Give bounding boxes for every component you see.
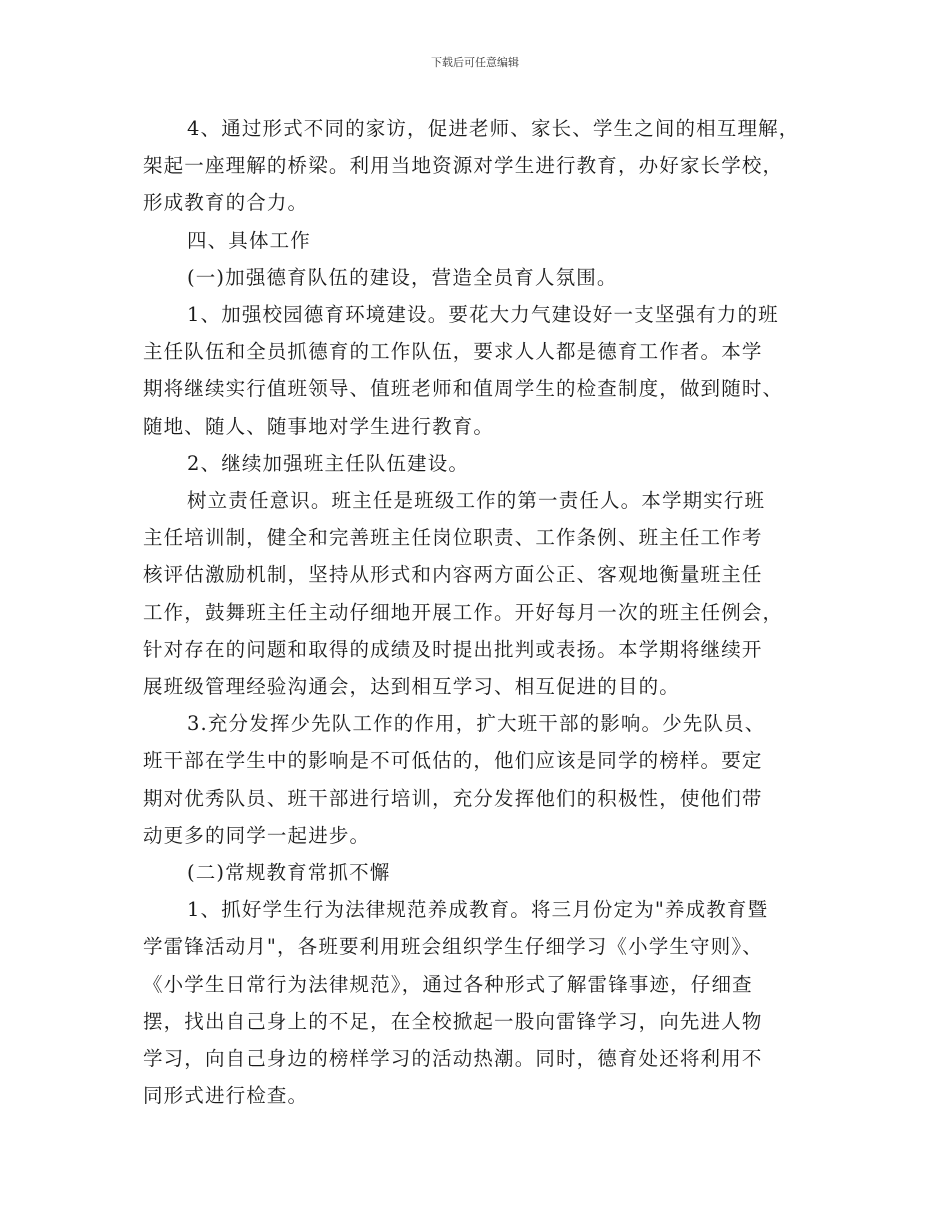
paragraph — [143, 222, 813, 259]
paragraph — [143, 259, 813, 296]
paragraph-line: 树立责任意识。班主任是班级工作的第一责任人。本学期实行班 — [187, 489, 766, 513]
paragraph-line: 期对优秀队员、班干部进行培训，充分发挥他们的积极性，使他们带 — [143, 786, 763, 810]
paragraph-line: 《小学生日常行为法律规范》，通过各种形式了解雷锋事迹，仔细查 — [143, 972, 753, 996]
paragraph-line: 动更多的同学一起进步。 — [143, 823, 371, 847]
paragraph-line: 主任培训制，健全和完善班主任岗位职责、工作条例、班主任工作考 — [143, 526, 763, 550]
paragraph-line: 主任队伍和全员抓德育的工作队伍，要求人人都是德育工作者。本学 — [143, 340, 763, 364]
paragraph — [143, 854, 813, 891]
paragraph-line: (二)常规教育常抓不懈 — [187, 861, 391, 885]
paragraph-line: 同形式进行检查。 — [143, 1084, 309, 1108]
paragraph-line: 学习，向自己身边的榜样学习的活动热潮。同时，德育处还将利用不 — [143, 1047, 763, 1071]
paragraph-line: 针对存在的问题和取得的成绩及时提出批判或表扬。本学期将继续开 — [143, 637, 763, 661]
paragraph — [143, 445, 813, 482]
paragraph-line: 4、通过形式不同的家访，促进老师、家长、学生之间的相互理解， — [187, 117, 800, 140]
paragraph-line: 1、抓好学生行为法律规范养成教育。将三月份定为"养成教育暨 — [187, 898, 769, 922]
paragraph-line: (一)加强德育队伍的建设，营造全员育人氛围。 — [187, 265, 618, 289]
paragraph-line: 3.充分发挥少先队工作的作用，扩大班干部的影响。少先队员、 — [187, 712, 766, 736]
paragraph-line: 摆，找出自己身上的不足，在全校掀起一股向雷锋学习，向先进人物 — [143, 1009, 763, 1033]
paragraph-line: 学雷锋活动月"，各班要利用班会组织学生仔细学习《小学生守则》、 — [143, 935, 763, 959]
paragraph-line: 班干部在学生中的影响是不可低估的，他们应该是同学的榜样。要定 — [143, 749, 763, 773]
paragraph-line: 随地、随人、随事地对学生进行教育。 — [143, 414, 495, 438]
paragraph — [143, 296, 813, 445]
paragraph-line: 期将继续实行值班领导、值班老师和值周学生的检查制度，做到随时、 — [143, 377, 784, 401]
paragraph-line: 工作，鼓舞班主任主动仔细地开展工作。开好每月一次的班主任例会， — [143, 600, 784, 624]
paragraph — [143, 891, 813, 1114]
paragraph-line: 形成教育的合力。 — [143, 191, 309, 215]
paragraph-line: 1、加强校园德育环境建设。要花大力气建设好一支坚强有力的班 — [187, 303, 779, 327]
paragraph-line: 四、具体工作 — [187, 228, 311, 252]
document-body — [143, 110, 813, 1114]
paragraph-line: 展班级管理经验沟通会，达到相互学习、相互促进的目的。 — [143, 675, 680, 699]
paragraph-line: 架起一座理解的桥梁。利用当地资源对学生进行教育，办好家长学校， — [143, 154, 784, 178]
paragraph-line: 2、继续加强班主任队伍建设。 — [187, 451, 470, 475]
paragraph — [143, 110, 813, 222]
page-header: 下载后可任意编辑 — [431, 56, 519, 69]
paragraph — [143, 482, 813, 705]
paragraph — [143, 705, 813, 854]
paragraph-line: 核评估激励机制，坚持从形式和内容两方面公正、客观地衡量班主任 — [143, 563, 763, 587]
